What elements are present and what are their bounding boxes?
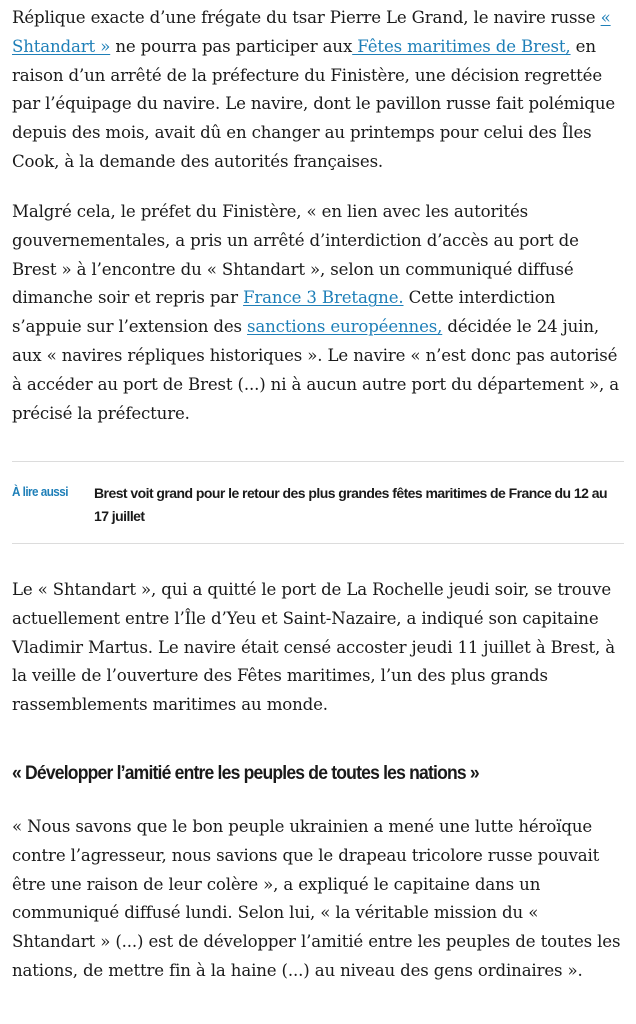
fetes-maritimes-brest-link[interactable]: Fêtes maritimes de Brest, — [352, 36, 571, 56]
paragraph-prefecture-text-1: Malgré cela, le préfet du Finistère, « en lien avec les autorités gouvernementales, a pris un arrêté d’interdiction d’accès au port de Brest » à l’encontre du « Shtandart », selon un communiqué diffusé dimanche soir et repris par — [12, 202, 579, 308]
france-3-bretagne-link[interactable]: France 3 Bretagne. — [243, 288, 404, 308]
paragraph-location: Le « Shtandart », qui a quitté le port de La Rochelle jeudi soir, se trouve actuellement entre l’Île d’Yeu et Saint-Nazaire, a indiqué son capitaine Vladimir Martus. Le navire était censé accoster jeudi 11 juillet à Brest, à la veille de l’ouverture des Fêtes maritimes, l’un des plus grands rassemblements maritimes au monde. — [12, 580, 615, 715]
related-article-title-link[interactable]: Brest voit grand pour le retour des plus grandes fêtes maritimes de France du 12 au 17 juillet — [94, 485, 607, 524]
paragraph-intro-text-1: Réplique exacte d’une frégate du tsar Pierre Le Grand, le navire russe — [12, 8, 601, 27]
related-article-box[interactable] — [12, 461, 624, 544]
paragraph-prefecture — [12, 198, 624, 428]
paragraph-intro-text-2: ne pourra pas participer aux — [110, 36, 353, 56]
shtandart-link[interactable]: « Shtandart » — [12, 8, 611, 56]
paragraph-prefecture-text-3: décidée le 24 juin, aux « navires répliques historiques ». Le navire « n’est donc pas autorisé à accéder au port de Brest (...) ni à aucun autre port du département », a précisé la préfecture. — [12, 317, 619, 423]
paragraph-prefecture-text-2: Cette interdiction s’appuie sur l’extension des — [12, 288, 556, 337]
related-article-label: À lire aussi — [12, 484, 68, 499]
sanctions-europeennes-link[interactable]: sanctions européennes, — [247, 317, 443, 337]
paragraph-intro — [12, 4, 624, 177]
paragraph-captain-quote: « Nous savons que le bon peuple ukrainien a mené une lutte héroïque contre l’agresseur, nous savions que le drapeau tricolore russe pouvait être une raison de leur colère », a expliqué le capitaine dans un communiqué diffusé lundi. Selon lui, « la véritable mission du « Shtandart » (...) est de développer l’amitié entre les peuples de toutes les nations, de mettre fin à la haine (...) au niveau des gens ordinaires ». — [12, 817, 621, 980]
paragraph-intro-text-3: en raison d’un arrêté de la préfecture du Finistère, une décision regrettée par l’équipage du navire. Le navire, dont le pavillon russe fait polémique depuis des mois, avait dû en changer au printemps pour celui des Îles Cook, à la demande des autorités françaises. — [12, 36, 616, 171]
section-subheading: « Développer l’amitié entre les peuples de toutes les nations » — [12, 762, 479, 784]
